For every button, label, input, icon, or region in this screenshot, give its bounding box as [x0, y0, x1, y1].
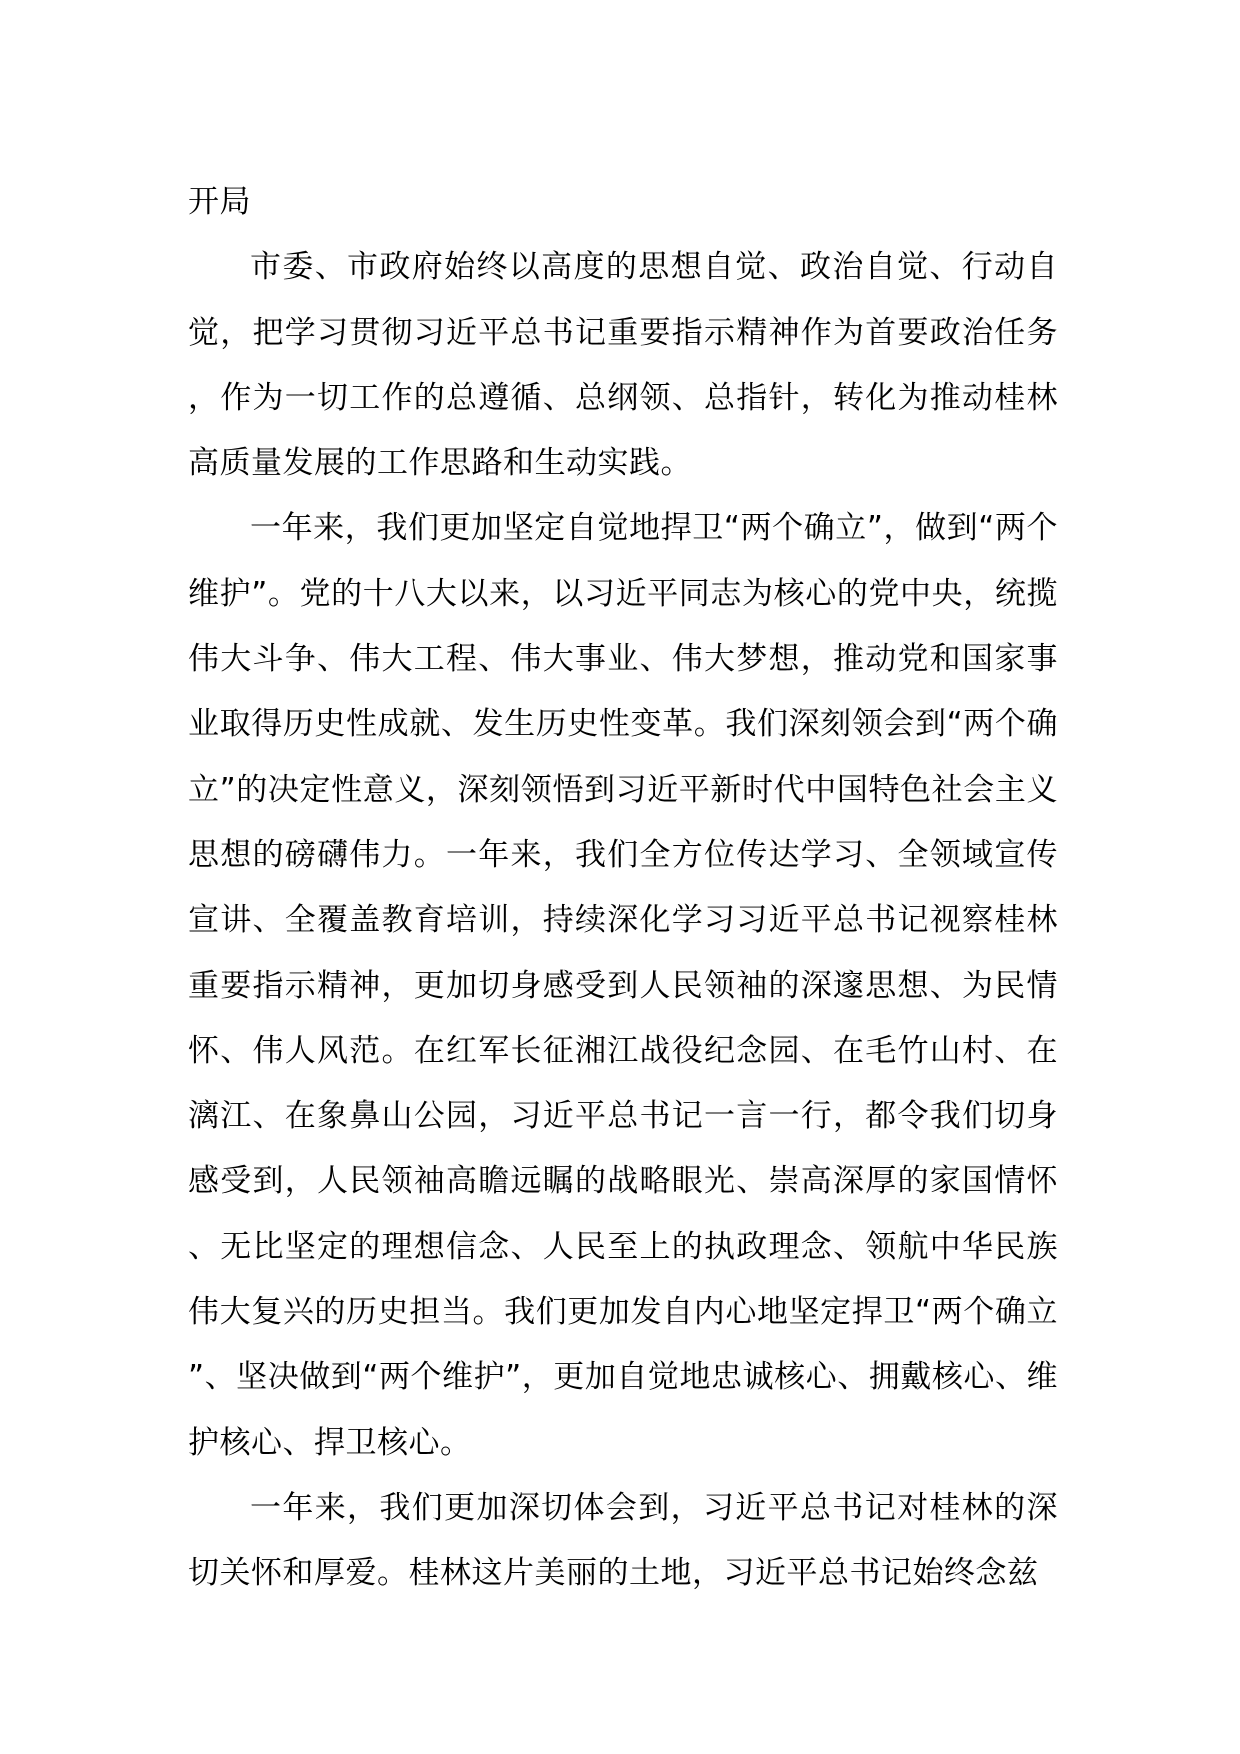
paragraph-continuation: 开局 [188, 184, 251, 220]
paragraph-care-for-guilin: 一年来，我们更加深切体会到，习近平总书记对桂林的深切关怀和厚爱。桂林这片美丽的土地，习近平总书记始终念兹 [188, 1489, 1058, 1592]
paragraph-commitment: 市委、市政府始终以高度的思想自觉、政治自觉、行动自觉，把学习贯彻习近平总书记重要指示精神作为首要政治任务，作为一切工作的总遵循、总纲领、总指针，转化为推动桂林高质量发展的工作思路和生动实践。 [188, 249, 1058, 482]
document-body [188, 170, 1058, 1607]
paragraph-two-establishments: 一年来，我们更加坚定自觉地捍卫“两个确立”，做到“两个维护”。党的十八大以来，以习近平同志为核心的党中央，统揽伟大斗争、伟大工程、伟大事业、伟大梦想，推动党和国家事业取得历史性成就、发生历史性变革。我们深刻领会到“两个确立”的决定性意义，深刻领悟到习近平新时代中国特色社会主义思想的磅礴伟力。一年来，我们全方位传达学习、全领域宣传宣讲、全覆盖教育培训，持续深化学习习近平总书记视察桂林重要指示精神，更加切身感受到人民领袖的深邃思想、为民情怀、伟人风范。在红军长征湘江战役纪念园、在毛竹山村、在漓江、在象鼻山公园，习近平总书记一言一行，都令我们切身感受到，人民领袖高瞻远瞩的战略眼光、崇高深厚的家国情怀、无比坚定的理想信念、人民至上的执政理念、领航中华民族伟大复兴的历史担当。我们更加发自内心地坚定捍卫“两个确立”、坚决做到“两个维护”，更加自觉地忠诚核心、拥戴核心、维护核心、捍卫核心。 [188, 510, 1058, 1461]
